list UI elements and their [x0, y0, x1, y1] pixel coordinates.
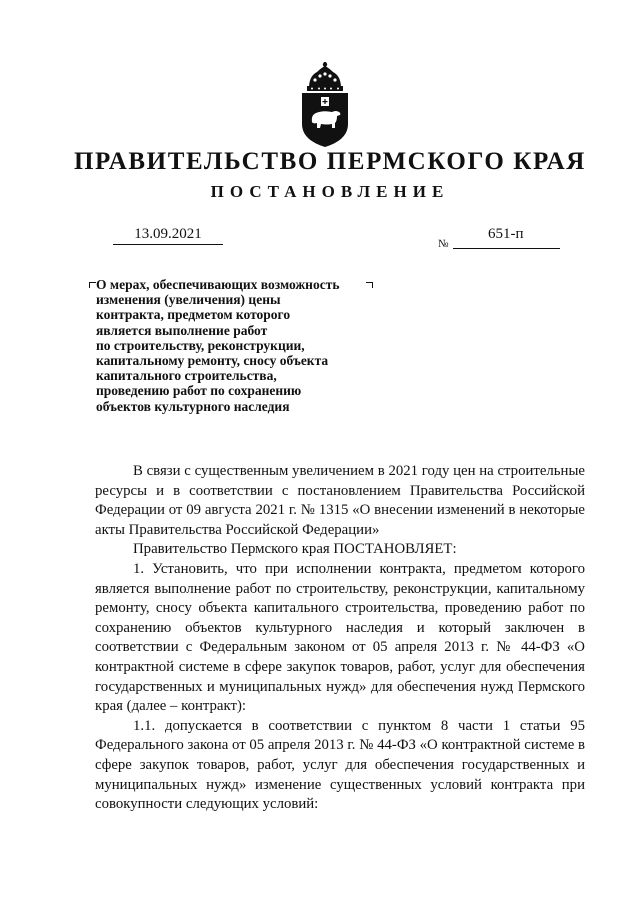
preamble-paragraph: В связи с существенным увеличением в 2021 году цен на строительные ресурсы и в соответствии с постановлением Правительства Российской Федерации от 09 августа 2021 г. № 1315 «О внесении изменений в некоторые акты Правительства Российской Федерации» — [95, 463, 585, 538]
document-body — [95, 462, 585, 815]
subject-line: изменения (увеличения) цены — [96, 292, 281, 308]
subject-line: проведению работ по сохранению — [96, 383, 302, 399]
subject-line: контракта, предметом которого — [96, 307, 291, 323]
coat-of-arms-icon — [299, 62, 351, 148]
document-date-field — [113, 226, 223, 245]
document-type: ПОСТАНОВЛЕНИЕ — [210, 182, 450, 201]
subject-line: капитального строительства, — [96, 368, 277, 384]
document-subject — [96, 277, 376, 414]
document-date: 13.09.2021 — [134, 226, 202, 242]
date-underline — [113, 243, 223, 245]
document-number: 651-п — [488, 226, 524, 242]
number-sign: № — [438, 238, 449, 250]
subject-line: капитальному ремонту, сносу объекта — [96, 353, 329, 369]
subject-line: по строительству, реконструкции, — [96, 337, 305, 353]
clause-1-1-paragraph: 1.1. допускается в соответствии с пунктом 8 части 1 статьи 95 Федерального закона от 05 апреля 2013 г. № 44-ФЗ «О контрактной системе в сфере закупок товаров, работ, услуг для обеспечения государственных и муниципальных нужд» изменение существенных условий контракта при совокупности следующих условий: — [95, 717, 585, 813]
subject-line: объектов культурного наследия — [96, 398, 290, 414]
number-underline — [453, 248, 560, 249]
subject-line: О мерах, обеспечивающих возможность — [96, 277, 340, 292]
subject-bracket-left — [89, 282, 96, 288]
resolution-paragraph: Правительство Пермского края ПОСТАНОВЛЯЕТ: — [133, 541, 457, 558]
crown-icon — [307, 62, 343, 91]
government-title: ПРАВИТЕЛЬСТВО ПЕРМСКОГО КРАЯ — [74, 148, 586, 175]
clause-1-paragraph: 1. Установить, что при исполнении контракта, предметом которого является выполнение работ по строительству, реконструкции, капитальному ремонту, сносу объекта капитального строительства, проведению работ по сохранению объектов культурного наследия и который заключен в соответствии с Федеральным законом от 05 апреля 2013 г. № 44-ФЗ «О контрактной системе в сфере закупок товаров, работ, услуг для обеспечения государственных и муниципальных нужд» для обеспечения нужд Пермского края (далее – контракт): — [95, 560, 585, 715]
subject-line: является выполнение работ — [96, 322, 268, 338]
shield-icon — [302, 93, 348, 147]
